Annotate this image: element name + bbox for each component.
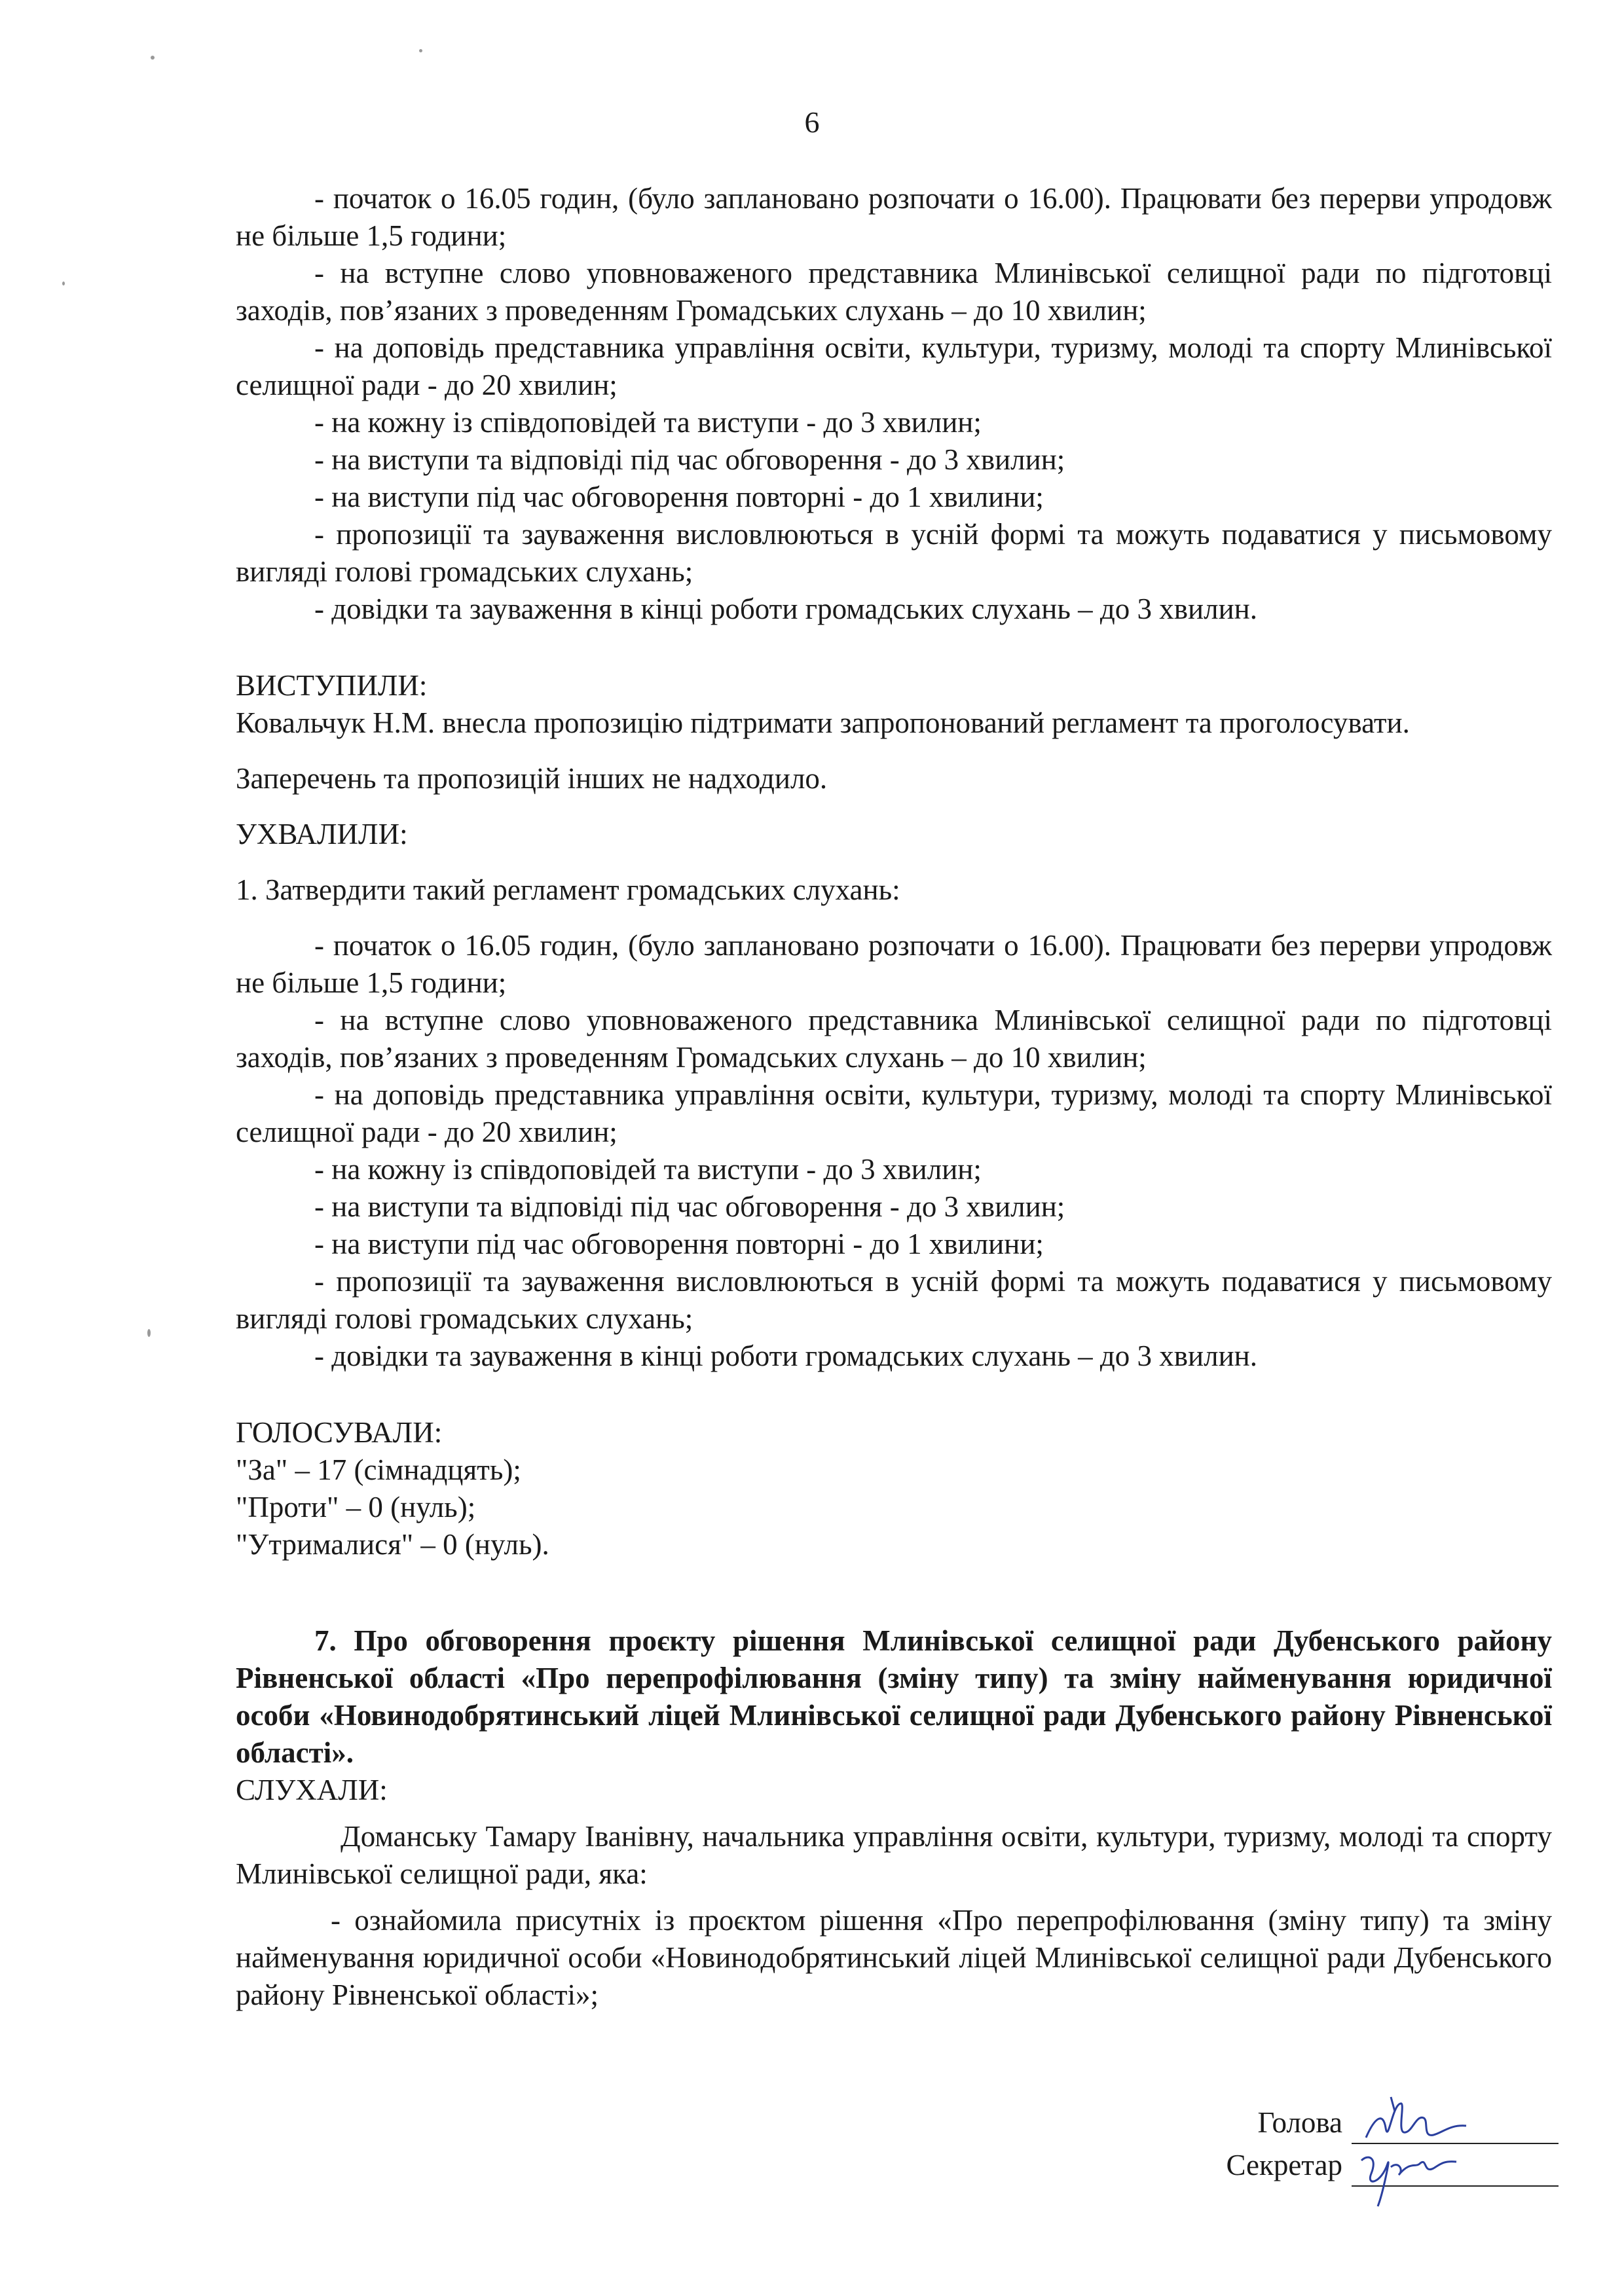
vote-for: "За" – 17 (сімнадцять); bbox=[236, 1453, 521, 1486]
regulation-item: - початок о 16.05 годин, (було заплановано розпочати о 16.00). Працювати без перерви упродовж не більше 1,5 години; bbox=[236, 182, 1552, 252]
page-number: 6 bbox=[804, 105, 820, 139]
regulation-item: - на доповідь представника управління освіти, культури, туризму, молоді та спорту Млинівської селищної ради - до 20 хвилин; bbox=[236, 331, 1552, 401]
vote-abstained: "Утрималися" – 0 (нуль). bbox=[236, 1528, 549, 1561]
resolved-item: 1. Затвердити такий регламент громадських слухань: bbox=[236, 873, 900, 906]
regulation-item: - на виступи під час обговорення повторні - до 1 хвилини; bbox=[314, 1228, 1044, 1260]
secretary-signature-row bbox=[1218, 2144, 1559, 2187]
scan-speck bbox=[62, 282, 65, 285]
speaker-text: Доманську Тамару Іванівну, начальника управління освіти, культури, туризму, молоді та спорту Млинівської селищної ради, яка: bbox=[236, 1820, 1552, 1890]
signature-block bbox=[1218, 2102, 1559, 2187]
chair-label: Голова bbox=[1257, 2106, 1342, 2139]
regulation-item: - початок о 16.05 годин, (було заплановано розпочати о 16.00). Працювати без перерви упродовж не більше 1,5 години; bbox=[236, 929, 1552, 999]
secretary-label: Секретар bbox=[1226, 2149, 1342, 2181]
spoke-heading: ВИСТУПИЛИ: bbox=[236, 669, 428, 702]
regulation-item: - на кожну із співдоповідей та виступи - до 3 хвилин; bbox=[314, 406, 982, 439]
secretary-signature-icon bbox=[1352, 2134, 1496, 2213]
document-body bbox=[236, 180, 1552, 2014]
regulation-item: - на доповідь представника управління освіти, культури, туризму, молоді та спорту Млинівської селищної ради - до 20 хвилин; bbox=[236, 1078, 1552, 1148]
regulation-item: - на вступне слово уповноваженого представника Млинівської селищної ради по підготовці заходів, пов’язаних з проведенням Громадських слухань – до 10 хвилин; bbox=[236, 1004, 1552, 1074]
regulation-item: - пропозиції та зауваження висловлюються в усній формі та можуть подаватися у письмовому вигляді голові громадських слухань; bbox=[236, 1265, 1552, 1335]
scan-speck bbox=[147, 1329, 151, 1337]
heard-heading: СЛУХАЛИ: bbox=[236, 1774, 388, 1806]
voting-heading: ГОЛОСУВАЛИ: bbox=[236, 1416, 443, 1449]
regulation-item: - довідки та зауваження в кінці роботи громадських слухань – до 3 хвилин. bbox=[314, 592, 1257, 625]
regulation-item: - на вступне слово уповноваженого представника Млинівської селищної ради по підготовці заходів, пов’язаних з проведенням Громадських слухань – до 10 хвилин; bbox=[236, 257, 1552, 327]
regulation-item: - на виступи під час обговорення повторні - до 1 хвилини; bbox=[314, 481, 1044, 513]
regulation-item: - на виступи та відповіді під час обговорення - до 3 хвилин; bbox=[314, 443, 1065, 476]
regulation-item: - довідки та зауваження в кінці роботи громадських слухань – до 3 хвилин. bbox=[314, 1339, 1257, 1372]
scan-speck bbox=[151, 56, 155, 60]
vote-against: "Проти" – 0 (нуль); bbox=[236, 1491, 476, 1523]
spoke-text: Ковальчук Н.М. внесла пропозицію підтримати запропонований регламент та проголосувати. bbox=[236, 706, 1410, 739]
regulation-item: - пропозиції та зауваження висловлюються в усній формі та можуть подаватися у письмовому вигляді голові громадських слухань; bbox=[236, 518, 1552, 588]
resolved-heading: УХВАЛИЛИ: bbox=[236, 818, 408, 850]
section-7-title: 7. Про обговорення проєкту рішення Млинівської селищної ради Дубенського району Рівненської області «Про перепрофілювання (зміну типу) та зміну найменування юридичної особи «Новинодобрятинський ліцей Млинівської селищної ради Дубенського району Рівненської області». bbox=[236, 1624, 1552, 1769]
no-objections-text: Заперечень та пропозицій інших не надходило. bbox=[236, 762, 828, 795]
scan-speck bbox=[419, 49, 422, 52]
regulation-item: - на виступи та відповіді під час обговорення - до 3 хвилин; bbox=[314, 1190, 1065, 1223]
speaker-action: - ознайомила присутніх із проєктом рішення «Про перепрофілювання (зміну типу) та зміну найменування юридичної особи «Новинодобрятинський ліцей Млинівської селищної ради Дубенського району Рівненської області»; bbox=[236, 1904, 1552, 2011]
secretary-signature-line bbox=[1352, 2153, 1559, 2187]
regulation-item: - на кожну із співдоповідей та виступи - до 3 хвилин; bbox=[314, 1153, 982, 1186]
